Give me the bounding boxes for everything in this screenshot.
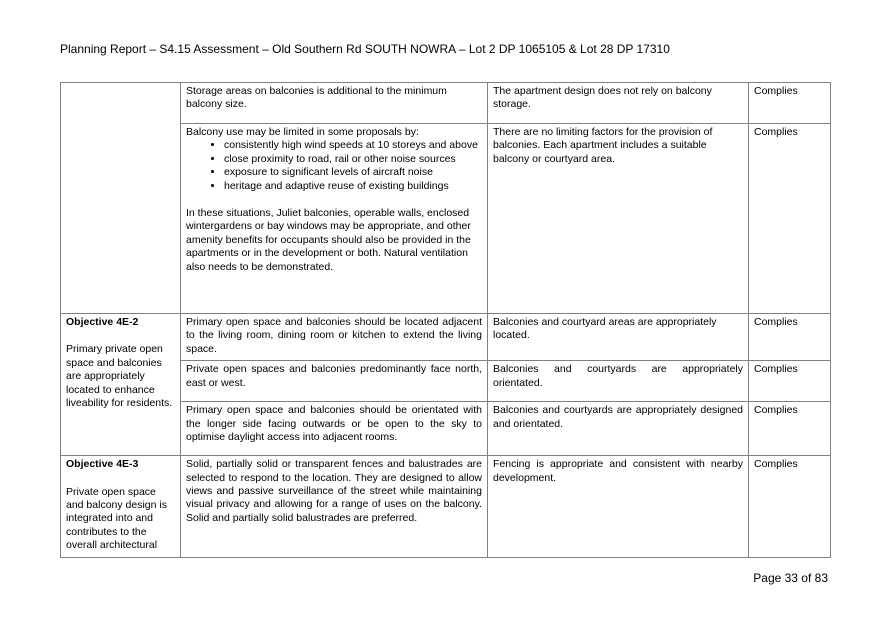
response-cell: Balconies and courtyards are appropriately designed and orientated.	[488, 402, 749, 456]
response-cell: There are no limiting factors for the provision of balconies. Each apartment includes a suitable balcony or courtyard area.	[488, 124, 749, 314]
requirement-intro: Balcony use may be limited in some proposals by:	[186, 126, 419, 138]
objective-description: Primary private open space and balconies are appropriately located to enhance liveability for residents.	[66, 343, 173, 410]
table-row	[61, 456, 831, 557]
response-cell: The apartment design does not rely on balcony storage.	[488, 83, 749, 124]
status-cell: Complies	[749, 456, 831, 557]
assessment-table	[60, 82, 831, 558]
response-cell: Balconies and courtyards are appropriately orientated.	[488, 361, 749, 402]
response-cell: Fencing is appropriate and consistent with nearby development.	[488, 456, 749, 557]
requirement-cell: Primary open space and balconies should be orientated with the longer side facing outwards or be open to the sky to optimise daylight access into adjacent rooms.	[181, 402, 488, 456]
status-cell: Complies	[749, 402, 831, 456]
objective-description: Private open space and balcony design is integrated into and contributes to the overall architectural	[66, 485, 167, 552]
status-cell: Complies	[749, 83, 831, 124]
requirement-cell: Storage areas on balconies is additional to the minimum balcony size.	[181, 83, 488, 124]
objective-cell	[61, 83, 181, 314]
status-cell: Complies	[749, 361, 831, 402]
list-item: • exposure to significant levels of aircraft noise	[224, 166, 482, 179]
table-row	[61, 314, 831, 361]
requirement-cell: Primary open space and balconies should be located adjacent to the living room, dining room or kitchen to extend the living space.	[181, 314, 488, 361]
list-item: • consistently high wind speeds at 10 storeys and above	[224, 139, 482, 152]
objective-title: Objective 4E-2	[66, 316, 139, 328]
page-header: Planning Report – S4.15 Assessment – Old Southern Rd SOUTH NOWRA – Lot 2 DP 1065105 & Lot 28 DP 17310	[60, 42, 670, 56]
bullet-list	[186, 139, 482, 193]
requirement-cell: Solid, partially solid or transparent fences and balustrades are selected to respond to the location. They are designed to allow views and passive surveillance of the street while maintaining visual privacy and allowing for a range of uses on the balcony. Solid and partially solid balustrades are preferred.	[181, 456, 488, 557]
list-item: • close proximity to road, rail or other noise sources	[224, 153, 482, 166]
requirement-paragraph: In these situations, Juliet balconies, operable walls, enclosed wintergardens or bay windows may be appropriate, and other amenity benefits for occupants should also be provided in the apartments or in the development or both. Natural ventilation also needs to be demonstrated.	[186, 207, 471, 273]
response-cell: Balconies and courtyard areas are appropriately located.	[488, 314, 749, 361]
status-cell: Complies	[749, 314, 831, 361]
objective-title: Objective 4E-3	[66, 458, 139, 471]
status-cell: Complies	[749, 124, 831, 314]
requirement-cell: Private open spaces and balconies predominantly face north, east or west.	[181, 361, 488, 402]
requirement-cell	[181, 124, 488, 314]
table-row	[61, 83, 831, 124]
objective-cell	[61, 456, 181, 557]
objective-cell	[61, 314, 181, 456]
page-number: Page 33 of 83	[753, 571, 828, 585]
list-item: • heritage and adaptive reuse of existing buildings	[224, 180, 482, 193]
